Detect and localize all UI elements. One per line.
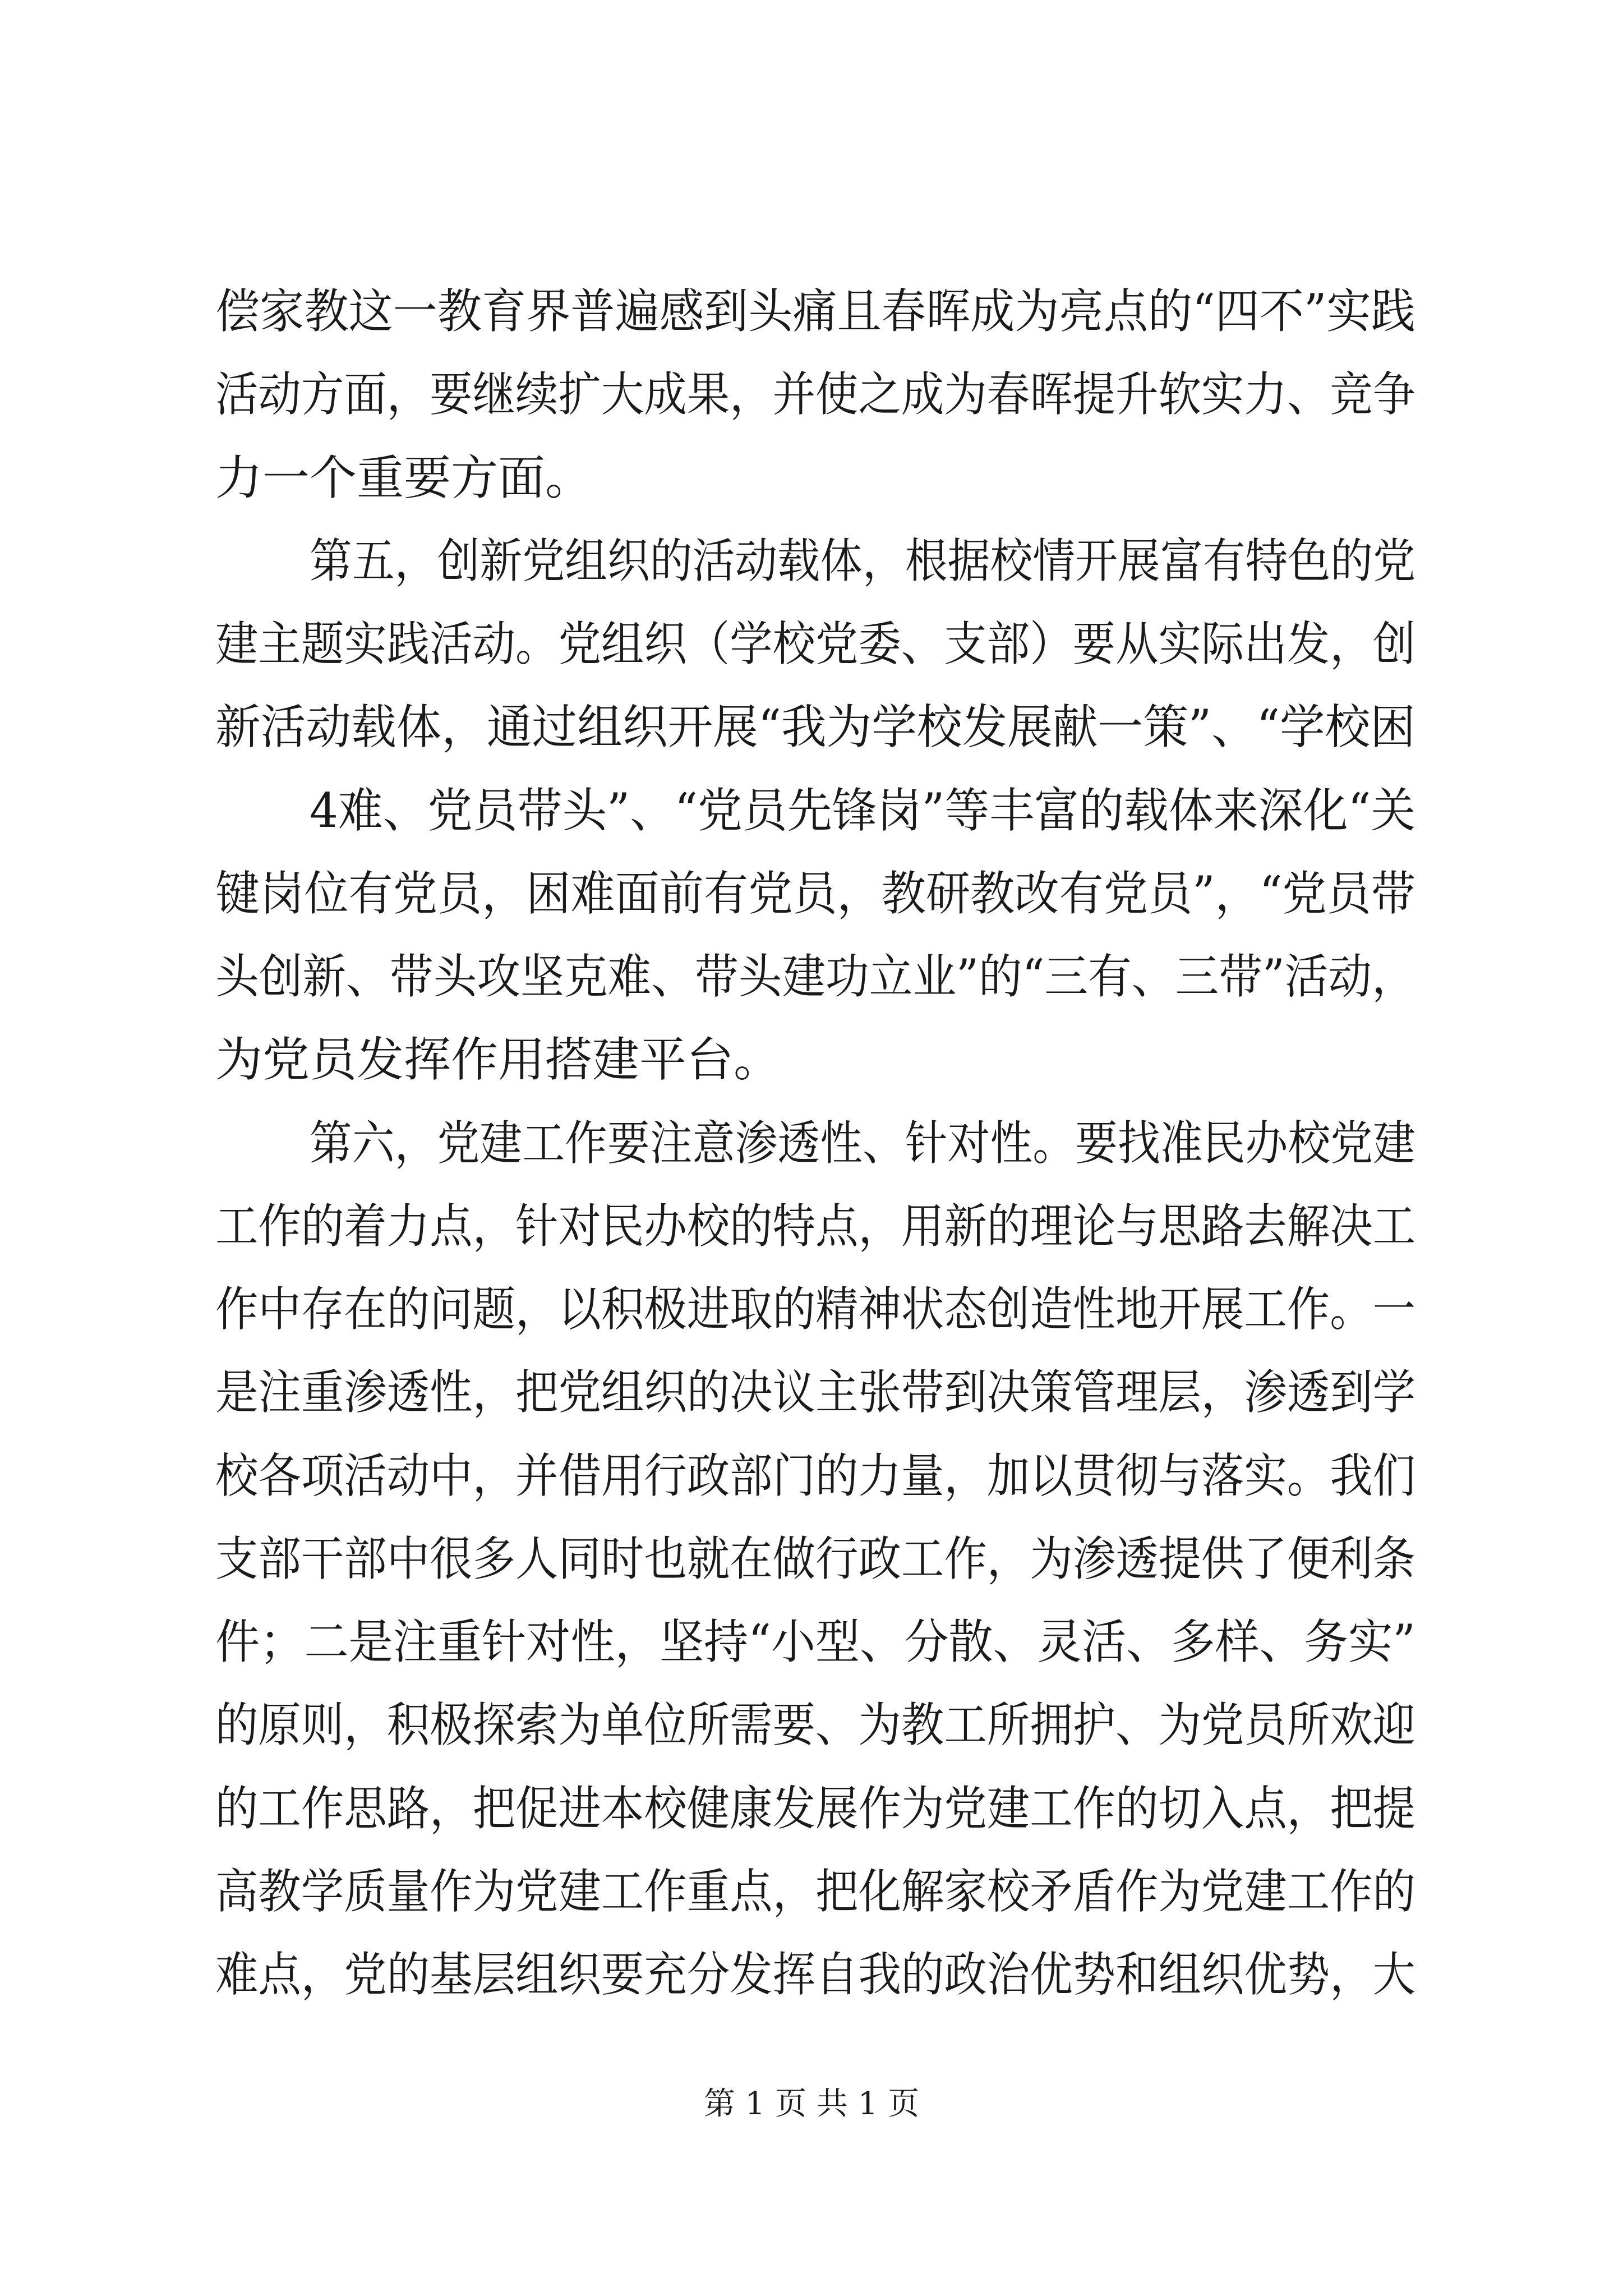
text-line: 工作的着力点，针对民办校的特点，用新的理论与思路去解决工 xyxy=(215,1199,1416,1254)
text-line: 建主题实践活动。党组织（学校党委、支部）要从实际出发，创 xyxy=(215,616,1416,671)
text-line: 支部干部中很多人同时也就在做行政工作，为渗透提供了便利条 xyxy=(215,1531,1416,1586)
text-line: 头创新、带头攻坚克难、带头建功立业”的“三有、三带”活动， xyxy=(215,949,1415,1004)
text-line: 件；二是注重针对性，坚持“小型、分散、灵活、多样、务实” xyxy=(215,1614,1415,1669)
text-line: 第六，党建工作要注意渗透性、针对性。要找准民办校党建 xyxy=(310,1116,1415,1171)
text-line: 难点，党的基层组织要充分发挥自我的政治优势和组织优势，大 xyxy=(215,1947,1416,2002)
text-line: 的原则，积极探索为单位所需要、为教工所拥护、为党员所欢迎 xyxy=(215,1697,1416,1752)
text-line: 新活动载体，通过组织开展“我为学校发展献一策”、“学校困 xyxy=(215,700,1415,754)
text-line: 为党员发挥作用搭建平台。 xyxy=(215,1032,781,1087)
page-number-footer: 第 1 页 共 1 页 xyxy=(703,2086,920,2122)
text-line: 作中存在的问题，以积极进取的精神状态创造性地开展工作。一 xyxy=(215,1282,1416,1337)
text-line: 的工作思路，把促进本校健康发展作为党建工作的切入点，把提 xyxy=(215,1781,1416,1836)
text-line: 高教学质量作为党建工作重点，把化解家校矛盾作为党建工作的 xyxy=(215,1864,1416,1919)
text-line: 4难、党员带头”、“党员先锋岗”等丰富的载体来深化“关 xyxy=(310,783,1416,838)
text-line: 第五，创新党组织的活动载体，根据校情开展富有特色的党 xyxy=(310,533,1415,588)
text-line: 是注重渗透性，把党组织的决议主张带到决策管理层，渗透到学 xyxy=(215,1365,1416,1420)
text-line: 键岗位有党员，困难面前有党员，教研教改有党员”，“党员带 xyxy=(215,866,1415,921)
text-line: 力一个重要方面。 xyxy=(215,450,593,505)
text-line: 活动方面，要继续扩大成果，并使之成为春晖提升软实力、竞争 xyxy=(215,367,1416,422)
text-line: 偿家教这一教育界普遍感到头痛且春晖成为亮点的“四不”实践 xyxy=(215,284,1415,339)
text-line: 校各项活动中，并借用行政部门的力量，加以贯彻与落实。我们 xyxy=(215,1448,1416,1503)
